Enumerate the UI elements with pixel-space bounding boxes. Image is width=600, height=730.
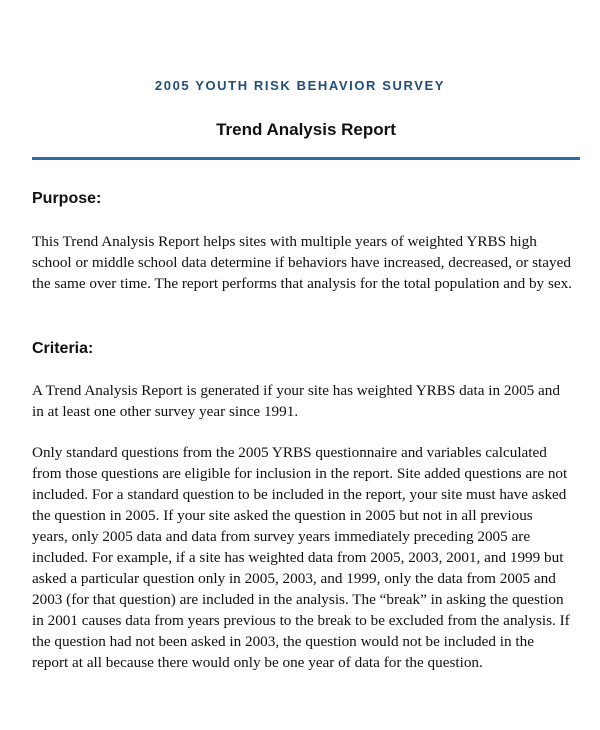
purpose-paragraph: This Trend Analysis Report helps sites with multiple years of weighted YRBS high school or middle school data determine if behaviors have increased, decreased, or stayed the same over time. The report performs that analysis for the total population and by sex.	[32, 233, 572, 292]
survey-title: 2005 YOUTH RISK BEHAVIOR SURVEY	[154, 78, 446, 93]
criteria-paragraph-1: A Trend Analysis Report is generated if your site has weighted YRBS data in 2005 and in at least one other survey year since 1991.	[32, 382, 560, 420]
report-title: Trend Analysis Report	[216, 120, 396, 139]
criteria-paragraph-2: Only standard questions from the 2005 YRBS questionnaire and variables calculated from those questions are eligible for inclusion in the report. Site added questions are not included. For a standard question to be included in the report, your site must have asked the question in 2005. If your site asked the question in 2005 but not in all previous years, only 2005 data and data from survey years immediately preceding 2005 are included. For example, if a site has weighted data from 2005, 2003, 2001, and 1999 but asked a particular question only in 2005, 2003, and 1999, only the data from 2005 and 2003 (for that question) are included in the analysis. The “break” in asking the question in 2001 causes data from years previous to the break to be excluded from the analysis. If the question had not been asked in 2003, the question would not be included in the report at all because there would only be one year of data for the question.	[32, 444, 570, 671]
purpose-heading: Purpose:	[32, 190, 102, 207]
criteria-heading: Criteria:	[32, 340, 94, 357]
header-divider	[32, 157, 580, 160]
